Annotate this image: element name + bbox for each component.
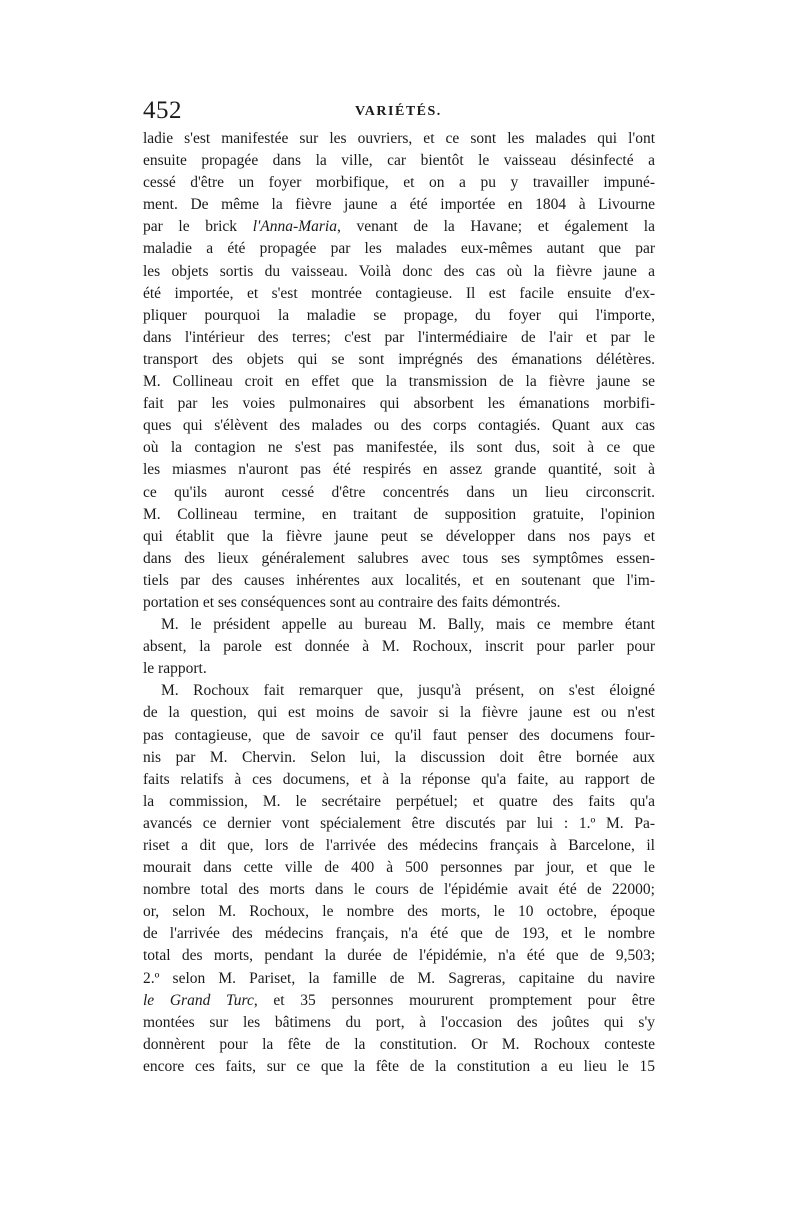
text-line <box>143 968 655 990</box>
line-text: absent, la parole est donnée à M. Rochoux, inscrit pour parler pour <box>143 638 655 656</box>
body-text <box>143 128 655 1078</box>
line-text: avancés ce dernier vont spécialement être discutés par lui : 1.º M. Pa- <box>143 814 655 832</box>
line-text: faits relatifs à ces documens, et à la réponse qu'a faite, au rapport de <box>143 770 655 788</box>
text-line <box>143 570 655 592</box>
text-line <box>143 702 655 724</box>
text-line <box>143 835 655 857</box>
text-line <box>143 769 655 791</box>
line-text: M. Collineau croit en effet que la transmission de la fièvre jaune se <box>143 373 655 391</box>
page-number: 452 <box>143 97 182 124</box>
text-line <box>143 945 655 967</box>
text-line <box>143 393 655 415</box>
text-line <box>143 901 655 923</box>
text-line <box>143 1056 655 1078</box>
italic-ship-name: l'Anna-Maria <box>252 218 337 236</box>
text-line <box>143 614 655 636</box>
text-line <box>143 923 655 945</box>
line-text: mourait dans cette ville de 400 à 500 personnes par jour, et que le <box>143 859 655 877</box>
line-text: or, selon M. Rochoux, le nombre des morts, le 10 octobre, époque <box>143 903 655 921</box>
line-text: donnèrent pour la fête de la constitution. Or M. Rochoux conteste <box>143 1035 655 1053</box>
line-text: de l'arrivée des médecins français, n'a été que de 193, et le nombre <box>143 925 655 943</box>
text-line <box>143 658 655 680</box>
text-line <box>143 990 655 1012</box>
line-text: ment. De même la fièvre jaune a été importée en 1804 à Livourne <box>143 196 655 214</box>
line-text: ensuite propagée dans la ville, car bientôt le vaisseau désinfecté a <box>143 152 655 170</box>
italic-ship-name: le Grand Turc <box>143 991 254 1009</box>
text-line <box>143 194 655 216</box>
line-text: qui établit que la fièvre jaune peut se développer dans nos pays et <box>143 527 655 545</box>
text-line <box>143 305 655 327</box>
text-line <box>143 415 655 437</box>
line-text: ce qu'ils auront cessé d'être concentrés dans un lieu circonscrit. <box>143 483 655 501</box>
text-line <box>143 172 655 194</box>
line-text: , venant de la Havane; et également la <box>336 218 655 236</box>
line-text: le rapport. <box>143 660 207 678</box>
text-line <box>143 327 655 349</box>
text-line <box>143 459 655 481</box>
line-text: encore ces faits, sur ce que la fête de la constitution a eu lieu le 15 <box>143 1057 655 1075</box>
line-text: les objets sortis du vaisseau. Voilà donc des cas où la fièvre jaune a <box>143 262 655 280</box>
text-line <box>143 548 655 570</box>
text-line <box>143 371 655 393</box>
line-text: montées sur les bâtimens du port, à l'occasion des joûtes qui s'y <box>143 1013 655 1031</box>
line-text: ladie s'est manifestée sur les ouvriers, et ce sont les malades qui l'ont <box>143 130 655 147</box>
text-line <box>143 1012 655 1034</box>
line-text: fait par les voies pulmonaires qui absorbent les émanations morbifi- <box>143 395 655 413</box>
text-line <box>143 283 655 305</box>
line-text: 2.º selon M. Pariset, la famille de M. Sagreras, capitaine du navire <box>143 969 655 987</box>
page-header <box>143 96 655 126</box>
text-line <box>143 261 655 283</box>
line-text: M. Rochoux fait remarquer que, jusqu'à présent, on s'est éloigné <box>161 682 655 700</box>
text-line <box>143 128 655 150</box>
text-line <box>143 680 655 702</box>
line-text: transport des objets qui se sont imprégnés des émanations délétères. <box>143 350 655 368</box>
line-text: pas contagieuse, que de savoir ce qu'il faut penser des documens four- <box>143 726 655 744</box>
line-text: de la question, qui est moins de savoir si la fièvre jaune est ou n'est <box>143 704 655 722</box>
text-line <box>143 216 655 238</box>
line-text: la commission, M. le secrétaire perpétuel; et quatre des faits qu'a <box>143 792 655 810</box>
line-text: tiels par des causes inhérentes aux localités, et en soutenant que l'im- <box>143 571 655 589</box>
text-line <box>143 504 655 526</box>
line-text: M. le président appelle au bureau M. Bally, mais ce membre étant <box>161 616 655 634</box>
line-text: nombre total des morts dans le cours de l'épidémie avait été de 22000; <box>143 881 655 899</box>
text-line <box>143 813 655 835</box>
line-text: , et 35 personnes moururent promptement pour être <box>253 991 655 1009</box>
line-text: dans des lieux généralement salubres avec tous ses symptômes essen- <box>143 549 655 567</box>
line-text: pliquer pourquoi la maladie se propage, du foyer qui l'importe, <box>143 306 655 324</box>
text-line <box>143 526 655 548</box>
line-text: total des morts, pendant la durée de l'épidémie, n'a été que de 9,503; <box>143 947 655 965</box>
text-line <box>143 879 655 901</box>
text-line <box>143 592 655 614</box>
running-head: VARIÉTÉS. <box>355 104 442 119</box>
text-line <box>143 725 655 747</box>
text-line <box>143 482 655 504</box>
line-text: M. Collineau termine, en traitant de supposition gratuite, l'opinion <box>143 505 655 523</box>
line-text: dans l'intérieur des terres; c'est par l'intermédiaire de l'air et par le <box>143 328 655 346</box>
line-text: portation et ses conséquences sont au contraire des faits démontrés. <box>143 593 561 611</box>
text-line <box>143 791 655 813</box>
text-line <box>143 349 655 371</box>
line-text: par le brick <box>143 218 253 236</box>
text-line <box>143 238 655 260</box>
text-line <box>143 747 655 769</box>
line-text: cessé d'être un foyer morbifique, et on a pu y travailler impuné- <box>143 174 655 192</box>
line-text: été importée, et s'est montrée contagieuse. Il est facile ensuite d'ex- <box>143 284 655 302</box>
line-text: les miasmes n'auront pas été respirés en assez grande quantité, soit à <box>143 461 655 479</box>
line-text: maladie a été propagée par les malades eux-mêmes autant que par <box>143 240 655 258</box>
text-line <box>143 857 655 879</box>
line-text: où la contagion ne s'est pas manifestée, ils sont dus, soit à ce que <box>143 439 655 457</box>
text-line <box>143 1034 655 1056</box>
line-text: nis par M. Chervin. Selon lui, la discussion doit être bornée aux <box>143 748 655 766</box>
text-line <box>143 150 655 172</box>
text-line <box>143 437 655 459</box>
line-text: riset a dit que, lors de l'arrivée des médecins français à Barcelone, il <box>143 837 655 854</box>
text-line <box>143 636 655 658</box>
line-text: ques qui s'élèvent des malades ou des corps contagiés. Quant aux cas <box>143 417 655 435</box>
